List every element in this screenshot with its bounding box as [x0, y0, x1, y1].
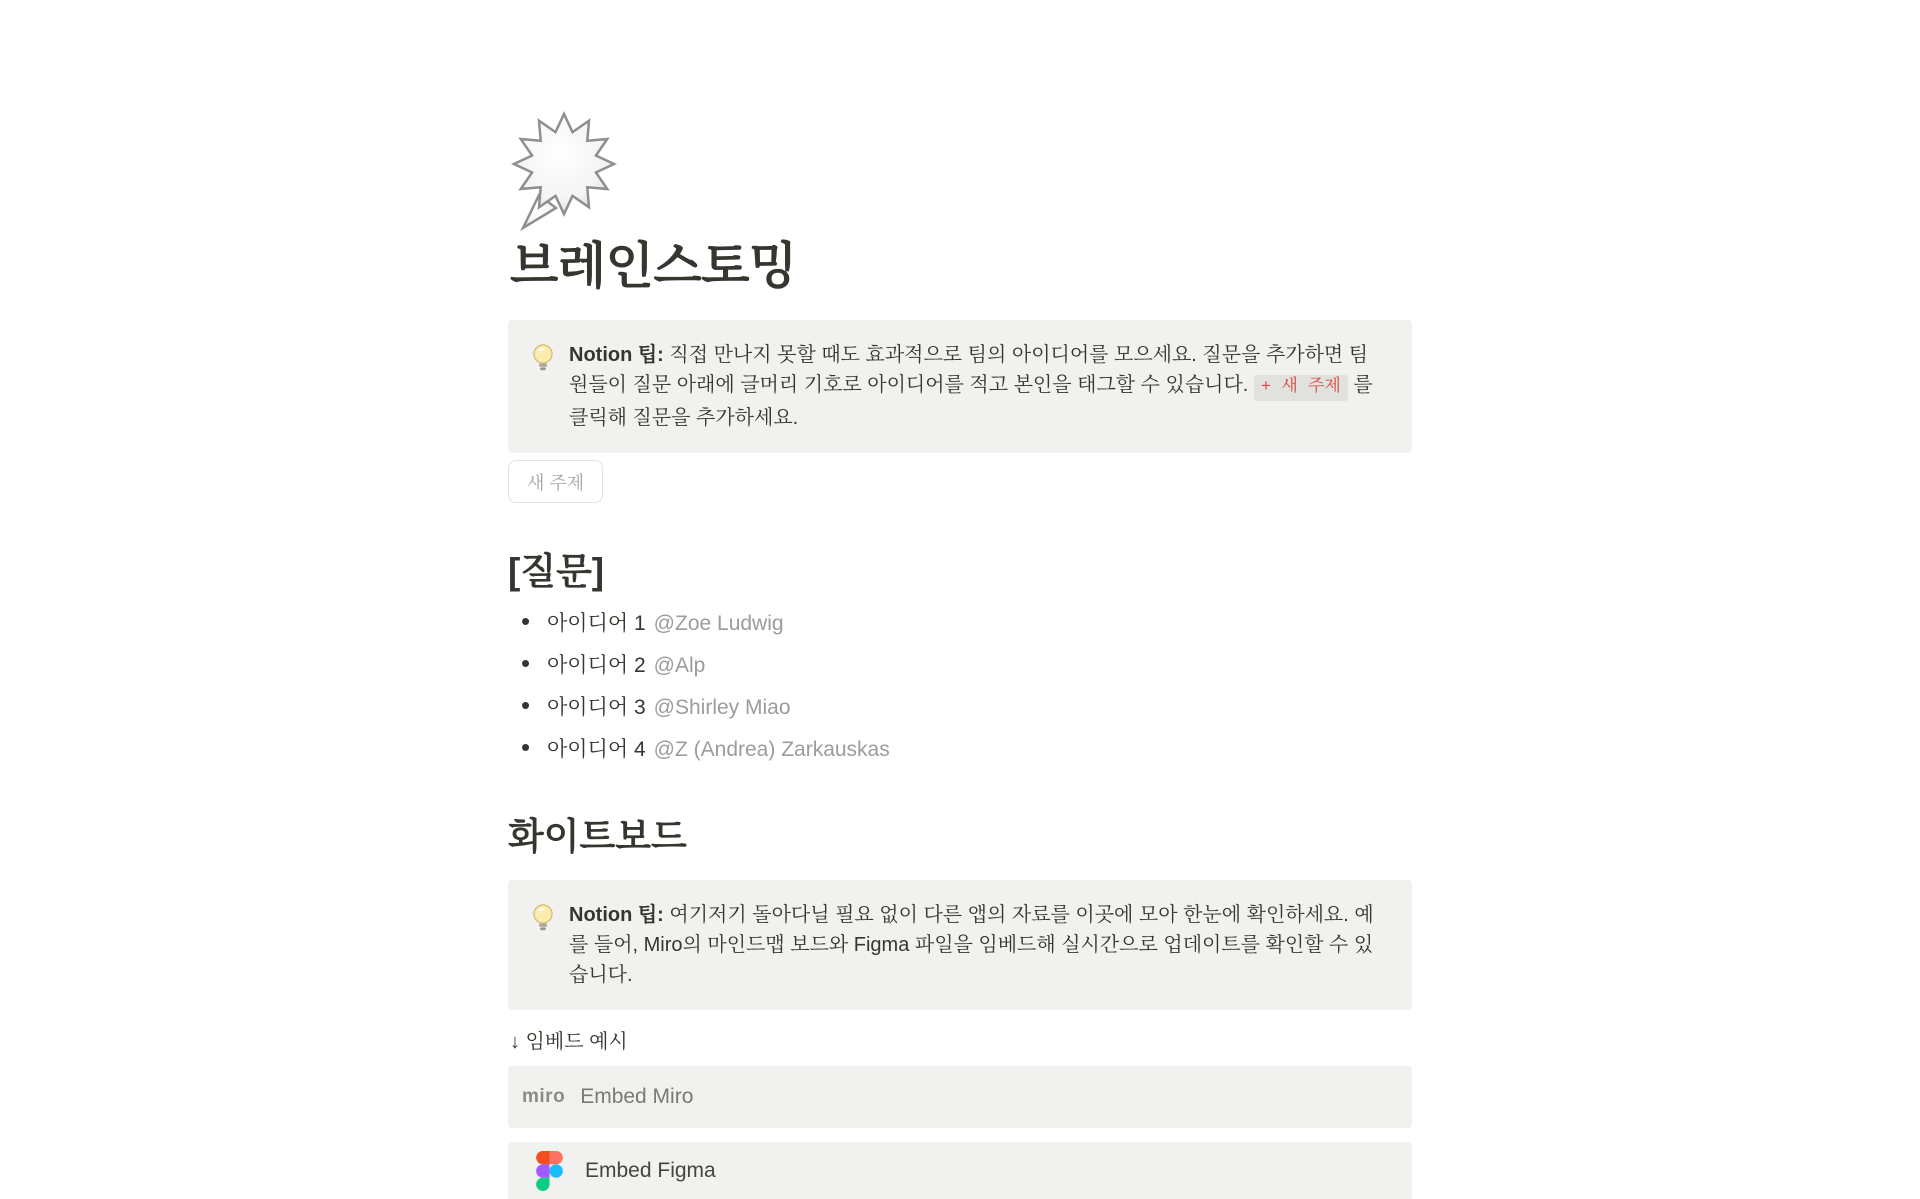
list-item	[508, 692, 1412, 734]
figma-embed-bar[interactable]	[508, 1142, 1412, 1199]
miro-logo-icon: miro	[522, 1086, 566, 1107]
tip-bold-prefix: Notion 팁:	[569, 904, 664, 926]
tip-callout-brainstorm	[508, 320, 1412, 453]
person-mention[interactable]: @Zoe Ludwig	[653, 612, 784, 635]
person-mention[interactable]: @Shirley Miao	[653, 696, 791, 719]
idea-text: 아이디어 3	[547, 696, 646, 719]
idea-list	[508, 608, 1412, 776]
light-bulb-icon	[532, 900, 556, 990]
miro-embed-label: Embed Miro	[580, 1085, 694, 1108]
right-anger-bubble-icon[interactable]	[502, 110, 628, 232]
figma-logo-icon	[536, 1145, 563, 1196]
page-content	[508, 0, 1412, 1199]
person-mention[interactable]: @Alp	[653, 654, 706, 677]
tip-callout-whiteboard-text	[569, 900, 1386, 990]
miro-embed-bar[interactable]	[508, 1066, 1412, 1128]
person-mention[interactable]: @Z (Andrea) Zarkauskas	[653, 738, 890, 761]
list-item	[508, 734, 1412, 776]
tip-bold-prefix: Notion 팁:	[569, 344, 664, 366]
tip-callout-brainstorm-text	[569, 340, 1386, 433]
page-title: 브레인스토밍	[510, 238, 797, 294]
tip-text-before-code: 직접 만나지 못할 때도 효과적으로 팀의 아이디어를 모으세요. 질문을 추가하면 팀원들이 질문 아래에 글머리 기호로 아이디어를 적고 본인을 태그할 수 있습니다.	[569, 344, 1369, 396]
list-item	[508, 608, 1412, 650]
figma-embed-label: Embed Figma	[585, 1158, 716, 1182]
questions-heading: [질문]	[508, 551, 605, 592]
tip-text: 여기저기 돌아다닐 필요 없이 다른 앱의 자료를 이곳에 모아 한눈에 확인하세요. 예를 들어, Miro의 마인드맵 보드와 Figma 파일을 임베드해 실시간으로 업데이트를 확인할 수 있습니다.	[569, 904, 1374, 986]
embed-example-label: ↓ 임베드 예시	[510, 1031, 628, 1053]
bubble-burst	[514, 114, 614, 214]
whiteboard-heading: 화이트보드	[508, 816, 687, 857]
tip-callout-whiteboard	[508, 880, 1412, 1010]
light-bulb-icon	[532, 340, 556, 433]
idea-text: 아이디어 4	[547, 738, 646, 761]
list-item	[508, 650, 1412, 692]
new-topic-button[interactable]: 새 주제	[508, 460, 603, 503]
idea-text: 아이디어 1	[547, 612, 646, 635]
tip-text-after-code: 를 클릭해 질문을 추가하세요.	[569, 374, 1373, 429]
idea-text: 아이디어 2	[547, 654, 646, 677]
new-topic-inline-code: + 새 주제	[1254, 375, 1348, 401]
